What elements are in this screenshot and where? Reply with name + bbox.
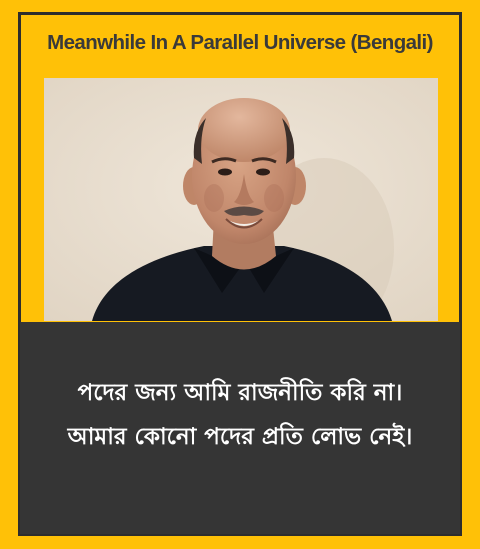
meme-title: Meanwhile In A Parallel Universe (Bengali): [47, 31, 433, 54]
caption-line-2: আমার কোনো পদের প্রতি লোভ নেই।: [67, 424, 413, 450]
caption-line-1: পদের জন্য আমি রাজনীতি করি না।: [77, 380, 403, 406]
portrait-photo: [44, 78, 438, 321]
caption-panel: [20, 322, 460, 534]
portrait-illustration: [44, 78, 438, 321]
caption-text: [20, 371, 460, 459]
